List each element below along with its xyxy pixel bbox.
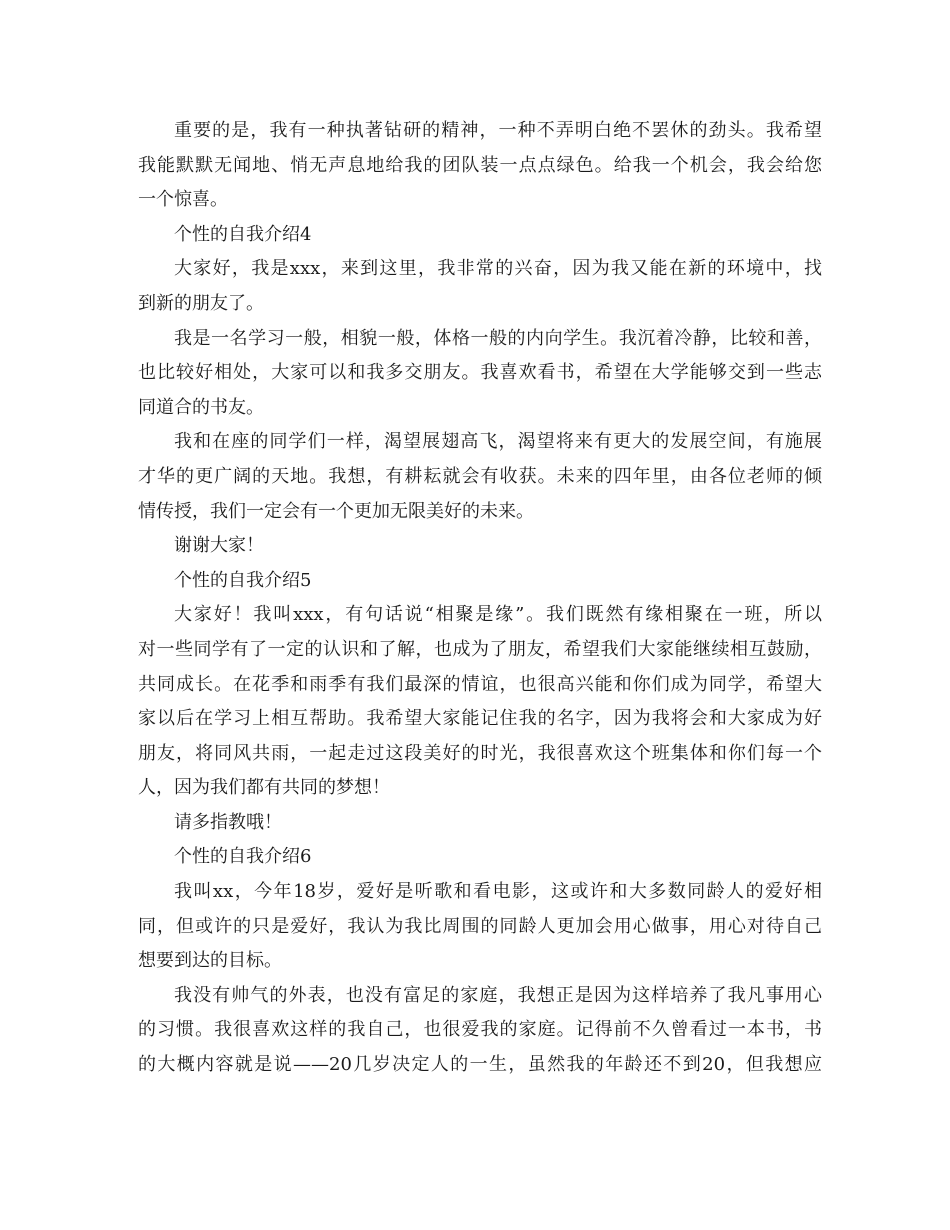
section-heading: 个性的自我介绍4 bbox=[174, 223, 312, 245]
document-body bbox=[138, 114, 822, 1083]
paragraph-line: 对一些同学有了一定的认识和了解，也成为了朋友，希望我们大家能继续相互鼓励， bbox=[138, 638, 822, 660]
paragraph-line: 家以后在学习上相互帮助。我希望大家能记住我的名字，因为我将会和大家成为好 bbox=[138, 708, 822, 730]
paragraph-line: 同道合的书友。 bbox=[138, 396, 264, 418]
paragraph-line: 我是一名学习一般，相貌一般，体格一般的内向学生。我沉着冷静，比较和善， bbox=[174, 327, 822, 349]
paragraph-line: 一个惊喜。 bbox=[138, 189, 228, 211]
paragraph-line: 请多指教哦！ bbox=[174, 811, 282, 833]
paragraph-line: 朋友，将同风共雨，一起走过这段美好的时光，我很喜欢这个班集体和你们每一个 bbox=[138, 742, 822, 764]
section-heading: 个性的自我介绍5 bbox=[174, 569, 312, 591]
paragraph-line: 同，但或许的只是爱好，我认为我比周围的同龄人更加会用心做事，用心对待自己 bbox=[138, 915, 822, 937]
section-heading: 个性的自我介绍6 bbox=[174, 846, 312, 868]
paragraph-line: 我叫xx，今年18岁，爱好是听歌和看电影，这或许和大多数同龄人的爱好相 bbox=[174, 881, 822, 903]
paragraph-line: 人，因为我们都有共同的梦想！ bbox=[138, 777, 390, 799]
paragraph-line: 才华的更广阔的天地。我想，有耕耘就会有收获。未来的四年里，由各位老师的倾 bbox=[138, 465, 822, 487]
paragraph-line: 重要的是，我有一种执著钻研的精神，一种不弄明白绝不罢休的劲头。我希望 bbox=[174, 120, 822, 141]
paragraph-line: 情传授，我们一定会有一个更加无限美好的未来。 bbox=[138, 500, 534, 522]
paragraph-line: 大家好，我是xxx，来到这里，我非常的兴奋，因为我又能在新的环境中，找 bbox=[174, 258, 822, 280]
paragraph-line: 谢谢大家！ bbox=[174, 535, 264, 557]
paragraph-line: 我和在座的同学们一样，渴望展翅高飞，渴望将来有更大的发展空间，有施展 bbox=[174, 431, 822, 453]
paragraph-line: 的大概内容就是说——20几岁决定人的一生，虽然我的年龄还不到20，但我想应 bbox=[138, 1054, 822, 1076]
paragraph-line: 大家好！我叫xxx，有句话说“相聚是缘”。我们既然有缘相聚在一班，所以 bbox=[174, 604, 822, 626]
paragraph-line: 我能默默无闻地、悄无声息地给我的团队装一点点绿色。给我一个机会，我会给您 bbox=[138, 154, 822, 176]
paragraph-line: 我没有帅气的外表，也没有富足的家庭，我想正是因为这样培养了我凡事用心 bbox=[174, 984, 822, 1006]
paragraph-line: 的习惯。我很喜欢这样的我自己，也很爱我的家庭。记得前不久曾看过一本书，书 bbox=[138, 1019, 822, 1041]
paragraph-line: 想要到达的目标。 bbox=[138, 950, 282, 972]
paragraph-line: 也比较好相处，大家可以和我多交朋友。我喜欢看书，希望在大学能够交到一些志 bbox=[138, 362, 822, 384]
paragraph-line: 到新的朋友了。 bbox=[138, 292, 264, 314]
paragraph-line: 共同成长。在花季和雨季有我们最深的情谊，也很高兴能和你们成为同学，希望大 bbox=[138, 673, 822, 695]
